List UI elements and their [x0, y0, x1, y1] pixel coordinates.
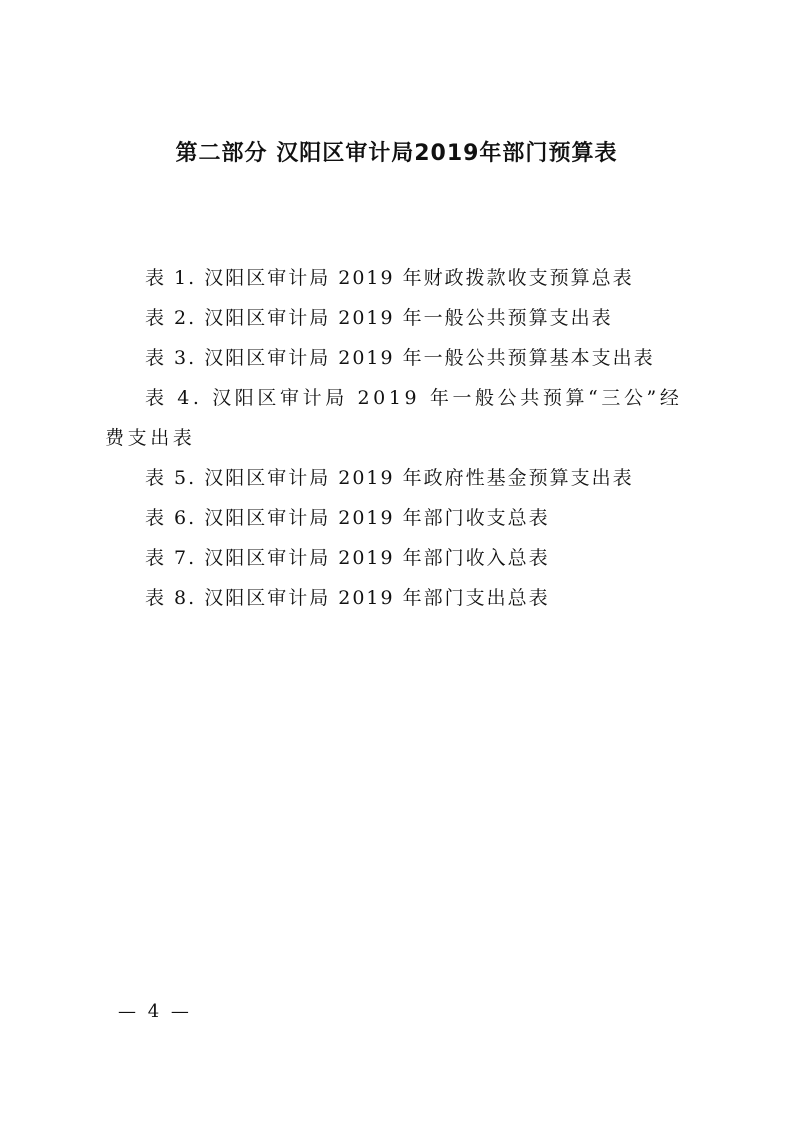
toc-item-6: 表 6. 汉阳区审计局 2019 年部门收支总表 — [145, 507, 550, 529]
page-number: — 4 — — [118, 1001, 192, 1022]
toc-item-2: 表 2. 汉阳区审计局 2019 年一般公共预算支出表 — [145, 307, 613, 329]
toc-item-8: 表 8. 汉阳区审计局 2019 年部门支出总表 — [145, 587, 550, 609]
page-title: 第二部分 汉阳区审计局2019年部门预算表 — [175, 141, 618, 166]
toc-item-3: 表 3. 汉阳区审计局 2019 年一般公共预算基本支出表 — [145, 347, 655, 369]
toc-item-4: 表 4. 汉阳区审计局 2019 年一般公共预算“三公”经费支出表 — [105, 387, 683, 449]
toc-item-1: 表 1. 汉阳区审计局 2019 年财政拨款收支预算总表 — [145, 267, 634, 289]
toc-item-7: 表 7. 汉阳区审计局 2019 年部门收入总表 — [145, 547, 550, 569]
table-of-contents — [105, 258, 690, 618]
toc-item-5: 表 5. 汉阳区审计局 2019 年政府性基金预算支出表 — [145, 467, 634, 489]
